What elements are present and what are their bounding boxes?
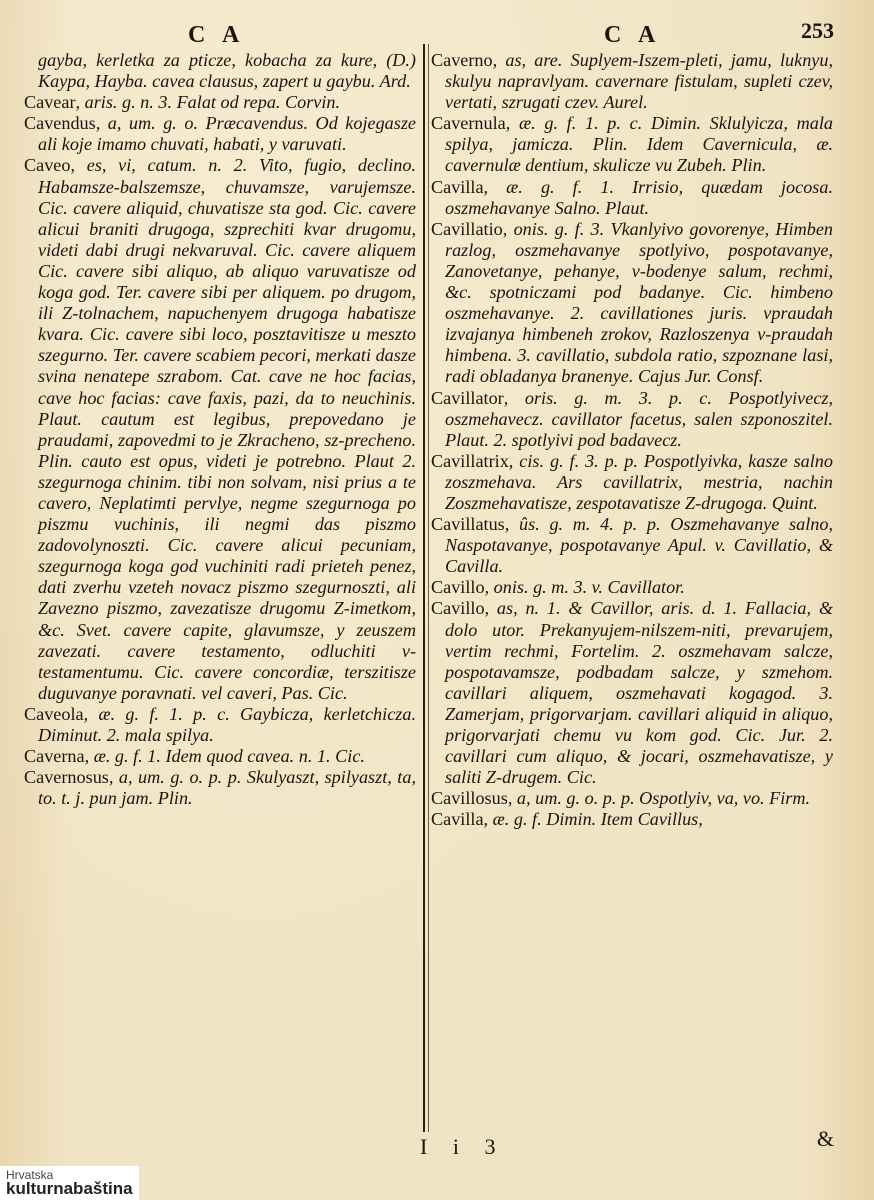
entry-headword: Cavillator [431, 387, 504, 408]
entry-text: Gaybicza, kerletchicza. Diminut. 2. mala spilya. [38, 703, 416, 745]
dictionary-entry [431, 219, 833, 388]
entry-headword: Caverno [431, 50, 493, 70]
entry-headword: Caveo [24, 155, 71, 176]
dictionary-entry [431, 451, 833, 514]
page-number: 253 [801, 18, 834, 43]
column-divider [423, 44, 425, 1132]
entry-headword: Cavilla [431, 809, 484, 830]
entry-text: Idem quod cavea. n. 1. Cic. [165, 746, 365, 767]
entry-headword: Cavillatus [431, 514, 505, 535]
entry-headword: Cavernosus [24, 767, 109, 788]
entry-grammar: , es, vi, catum. n. 2. [70, 155, 248, 176]
entry-text: & Cavillor, aris. d. 1. Fallacia, & dolo utor. Prekanyujem-nilszem-niti, prevarujem, vertim rechmi, Fortelim. 2. oszmehavam salcze, pospotavamsze, podbadam salcze, y szmehom. cavillari aliquem, oszmehavati kogagod. 3. Zamerjam, prigorvarjam. cavillari aliquid in aliquo, prigorvarjati chemu vu kom god. Cic. Jur. 2. cavillari cum aliquo, & jocari, oszmehavatisze, y saliti Z-drugem. Cic. [445, 598, 833, 788]
entry-grammar: , onis. g. m. 3. [484, 577, 588, 598]
watermark-line1: Hrvatska [6, 1168, 54, 1182]
entry-grammar: , cis. g. f. 3. p. p. [508, 450, 638, 471]
entry-grammar: , æ. g. f. 1. p. c. [83, 703, 230, 724]
entry-grammar: , as, are. [492, 50, 563, 70]
entry-grammar: , aris. g. n. 3. [75, 92, 173, 113]
catchword: & [816, 1126, 834, 1151]
entry-text: Suplyem-Iszem-pleti, jamu, luknyu, skulyu napravlyam. cavernare fistulam, supleti czev, vertati, szrugati czev. Aurel. [445, 50, 833, 113]
right-column [431, 50, 833, 830]
dictionary-entry [24, 746, 416, 767]
entry-headword: Cavendus [24, 113, 96, 134]
entry-grammar: , onis. g. f. 3. [502, 218, 605, 239]
entry-grammar: , ûs. g. m. 4. p. p. [504, 514, 661, 535]
entry-text: Vkanlyivo govorenye, Himben razlog, oszmehavanye spotlyivo, pospotavanye, Zanovetanye, pehanye, v-bodenye salum, rechmi, &c. spotniczami pod badanye. Cic. himbeno oszmehavanye. 2. cavillationes juris. vpraudah izvajanya himbeneh zrokov, Razloszenya v-praudah himbena. 3. cavillatio, subdola ratio, szpoznane lasi, radi obladanya branenye. Cajus Jur. Consf. [445, 218, 833, 387]
entry-headword: Cavear [24, 92, 76, 113]
entry-text: Dimin. Sklulyicza, mala spilya, jamicza. Plin. Idem Cavernicula, æ. cavernulæ dentium, skulicze vu Zubeh. Plin. [445, 113, 833, 176]
dictionary-entry [431, 598, 833, 788]
entry-grammar: , a, um. g. o. [95, 113, 198, 134]
entry-grammar: , a, um. g. o. p. p. [507, 788, 635, 809]
dictionary-entry [431, 388, 833, 451]
dictionary-entry [24, 767, 416, 809]
entry-headword: Cavilla [431, 176, 484, 197]
dictionary-entry [431, 809, 833, 830]
watermark-line2: kulturnabaština [6, 1179, 133, 1198]
entry-text: Præcavendus. Od kojegasze ali koje imamo chuvati, habati, y varuvati. [38, 113, 416, 155]
entry-text: Pospotlyivka, kasze salno zoszmehava. Ars cavillatrix, mestria, nachin Zoszmehavatisze, zespotavatisze Z-drugoga. Quint. [445, 450, 833, 513]
signature-mark: I i 3 [420, 1134, 506, 1159]
entry-headword: Cavillo [431, 577, 485, 598]
dictionary-entry [24, 704, 416, 746]
entry-headword: Caverna [24, 746, 85, 767]
entry-text: Oszmehavanye salno, Naspotavanye, pospotavanye Apul. v. Cavillatio, & Cavilla. [445, 514, 834, 577]
entry-headword: Cavillatrix [431, 450, 509, 471]
entry-text: Ospotlyiv, va, vo. Firm. [639, 788, 811, 809]
entry-grammar: , as, n. 1. [484, 598, 561, 619]
entry-grammar: , a, um. g. o. p. p. [108, 767, 242, 788]
entry-text: v. Cavillator. [591, 577, 685, 598]
entry-text: Falat od repa. Corvin. [176, 92, 341, 113]
dictionary-entry [431, 113, 833, 176]
dictionary-entry [431, 50, 833, 113]
dictionary-entry [24, 50, 416, 92]
dictionary-entry [24, 155, 416, 703]
entry-headword: Caveola [24, 703, 84, 724]
entry-text: Skulyaszt, spilyaszt, ta, to. t. j. pun jam. Plin. [38, 767, 416, 809]
watermark-logo [0, 1166, 139, 1200]
entry-text: Dimin. Item Cavillus, [546, 809, 703, 830]
dictionary-entry [24, 92, 416, 113]
entry-headword: Cavernula [431, 113, 506, 134]
right-running-head: C A [604, 22, 662, 48]
dictionary-entry [431, 514, 833, 577]
dictionary-entry [431, 177, 833, 219]
entry-text: Irrisio, quædam jocosa. oszmehavanye Salno. Plaut. [445, 176, 834, 218]
entry-headword: Cavillosus [431, 788, 508, 809]
entry-text: Pospotlyivecz, oszmehavecz. cavillator facetus, salen szponoszitel. Plaut. 2. spotlyivi pod badavecz. [445, 387, 834, 450]
dictionary-entry [431, 577, 833, 598]
entry-headword: Cavillatio [431, 218, 503, 239]
entry-grammar: , æ. g. f. [483, 809, 542, 830]
entry-headword: Cavillo [431, 598, 485, 619]
entry-text: Vito, fugio, declino. Habamsze-balszemsze, chuvamsze, varujemsze. Cic. cavere aliquid, chuvatisze sta god. Cic. cavere alicui braniti drugoga, szprechiti kvar drugomu, videti dabi drugi nekvaruval. Cic. cavere aliquem Cic. cavere sibi aliquo, ab aliquo varuvatisze od koga god. Ter. cavere sibi per aliquem. po drugom, ili Z-tolnachem, napuchenyem drugoga habatisze kvara. Cic. cavere sibi loco, posztavitisze u meszto szegurno. Ter. cavere scabiem pecori, merkati dasze svina nenatepe szrabom. Cat. cave ne hoc facias, cave hoc facias: cave faxis, pazi, da to neuchinis. Plaut. cautum est legibus, prepovedano je praudami, zapovedmi to je Zkracheno, sz-precheno. Plin. cauto est opus, videti je potrebno. Plaut 2. szegurnoga chinim. tibi non solvam, nisi prius a te cavero, Neplatimti pervlye, negme szegurnoga po piszmu vuchinis, ili negmi das piszmo zadovolynoszti. Cic. cavere alicui pecuniam, szegurnoga koga god vuchiniti radi prieteh penez, dati zverhu vzeteh novacz piszmo szegurnoszti, ali Zavezno piszmo, zavezatisze drugomu Z-imetkom, &c. Svet. cavere capite, glavumsze, y zeuszem zavezati. cavere testamento, odluchiti v-testamentumu. Cic. cavere concordiæ, terszitisze duguvanye poravnati. vel caveri, Pas. Cic. [38, 155, 417, 703]
entry-grammar: , æ. g. f. 1. [84, 746, 161, 767]
dictionary-entry [431, 788, 833, 809]
entry-text: gayba, kerletka za pticze, kobacha za kure, (D.) Kaypa, Hayba. cavea clausus, zapert u gaybu. Ard. [38, 50, 416, 92]
left-running-head: C A [188, 22, 246, 48]
left-column [24, 50, 416, 809]
entry-grammar: , oris. g. m. 3. p. c. [503, 387, 712, 408]
dictionary-entry [24, 113, 416, 155]
column-divider-secondary [428, 44, 429, 1132]
entry-grammar: , æ. g. f. 1. p. c. [505, 113, 643, 134]
entry-grammar: , æ. g. f. 1. [483, 176, 615, 197]
